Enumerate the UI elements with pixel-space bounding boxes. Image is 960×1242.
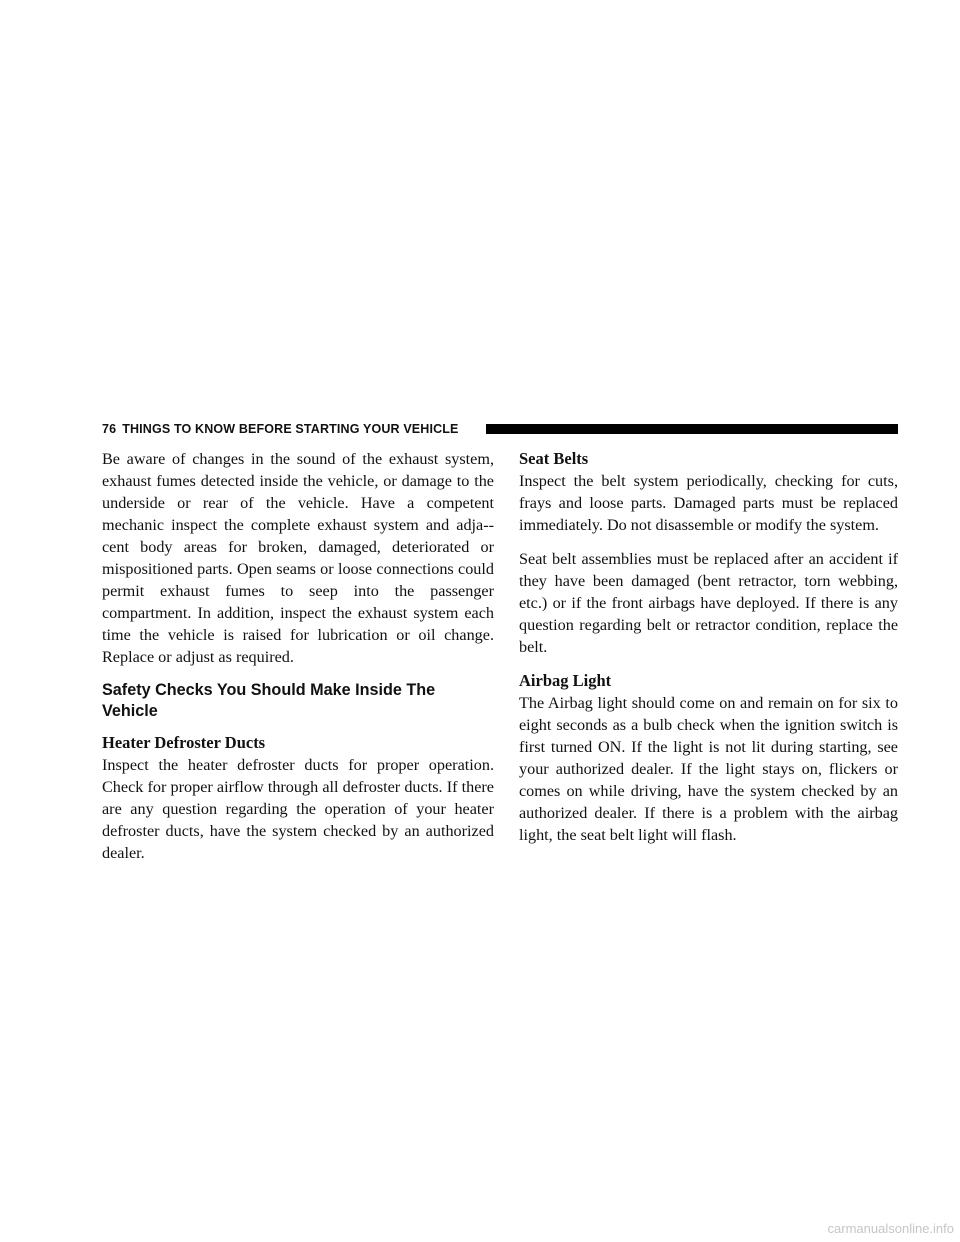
safety-checks-heading: Safety Checks You Should Make Inside The Vehicle xyxy=(102,681,436,720)
airbag-light-heading: Airbag Light xyxy=(519,671,612,690)
left-column xyxy=(102,448,494,876)
page-header xyxy=(102,421,898,437)
heater-defroster-heading: Heater Defroster Ducts xyxy=(102,733,266,752)
footer-watermark: carmanualsonline.info xyxy=(827,1221,954,1236)
right-column xyxy=(519,448,898,858)
page-number: 76 xyxy=(102,422,117,436)
airbag-light-paragraph: The Airbag light should come on and remain on for six to eight seconds as a bulb check when the ignition switch is first turned ON. If the light is not lit during starting, see your authorized dealer. If the light stays on, flickers or comes on while driving, have the system checked by an authorized dealer. If there is a problem with the airbag light, the seat belt light will flash. xyxy=(519,694,898,844)
header-text xyxy=(102,421,459,437)
heater-defroster-paragraph: Inspect the heater defroster ducts for proper operation. Check for proper airflow through all defroster ducts. If there are any question regarding the operation of your heater defroster ducts, have the system checked by an authorized dealer. xyxy=(102,756,494,862)
seat-belts-heading: Seat Belts xyxy=(519,449,589,468)
exhaust-paragraph: Be aware of changes in the sound of the exhaust system, exhaust fumes detected inside the vehicle, or damage to the underside or rear of the vehicle. Have a competent mechanic inspect the complete exhaust system and adja-cent body areas for broken, damaged, deteriorated or mispositioned parts. Open seams or loose connections could permit exhaust fumes to seep into the passenger compartment. In addition, inspect the exhaust system each time the vehicle is raised for lubrication or oil change. Replace or adjust as required. xyxy=(102,450,494,666)
section-title: THINGS TO KNOW BEFORE STARTING YOUR VEHICLE xyxy=(122,422,459,436)
header-rule xyxy=(486,424,898,434)
seat-belts-paragraph-2: Seat belt assemblies must be replaced after an accident if they have been damaged (bent retractor, torn webbing, etc.) or if the front airbags have deployed. If there is any question regarding belt or retractor condition, replace the belt. xyxy=(519,550,898,656)
seat-belts-paragraph-1: Inspect the belt system periodically, checking for cuts, frays and loose parts. Damaged parts must be replaced immediately. Do not disassemble or modify the system. xyxy=(519,472,898,534)
